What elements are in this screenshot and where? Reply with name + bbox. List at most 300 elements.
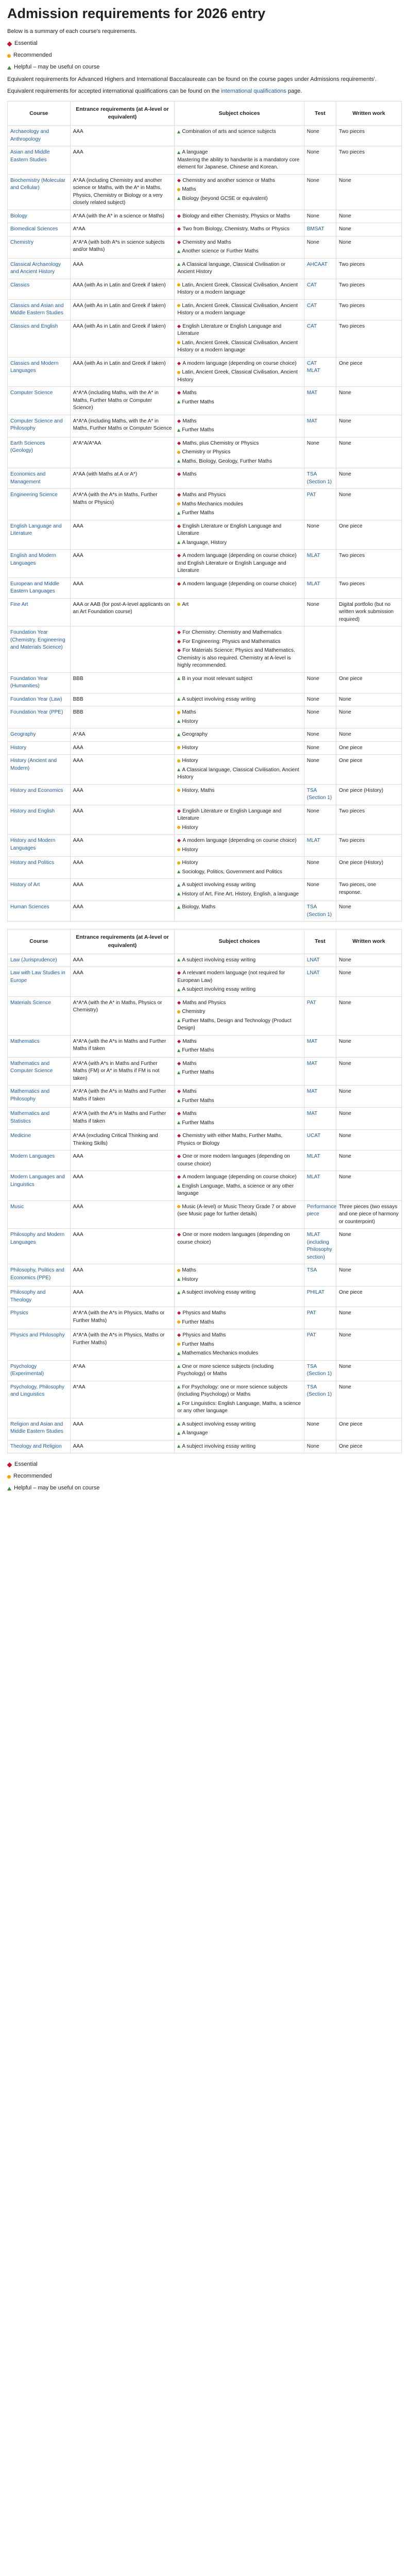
test-link[interactable]: PAT	[306, 1310, 316, 1316]
subject-choice-text: Another science or Further Maths	[182, 248, 259, 255]
test-cell: None	[304, 741, 336, 755]
entrance-requirements-cell: AAA	[70, 879, 175, 901]
test-link[interactable]: UCAT	[306, 1133, 321, 1139]
entrance-requirements-cell: AAA	[70, 578, 175, 598]
subject-choices-cell	[175, 1171, 304, 1201]
course-link[interactable]: Classics and Asian and Middle Eastern Studies	[10, 302, 64, 316]
course-link[interactable]: English Language and Literature	[10, 523, 62, 537]
table-row	[8, 357, 402, 387]
subject-choice-text: For Linguistics: English Language, Maths, a science or any other language	[177, 1400, 301, 1414]
course-link[interactable]: Religion and Asian and Middle Eastern Studies	[10, 1421, 63, 1435]
course-link[interactable]: Modern Languages and Linguistics	[10, 1174, 65, 1188]
subject-choice-text: B in your most relevant subject	[182, 675, 253, 682]
subject-choice-text: History	[182, 846, 198, 853]
entrance-requirements-cell: A*A*A (with A*s in Maths and Further Maths (FM) or A* in Maths if FM is not taken)	[70, 1057, 175, 1086]
course-cell	[8, 1329, 71, 1361]
subject-choices-cell	[175, 320, 304, 357]
helpful-triangle-icon	[177, 250, 180, 253]
subject-choices-cell	[175, 1418, 304, 1440]
test-cell	[304, 1150, 336, 1171]
course-link[interactable]: Psychology, Philosophy and Linguistics	[10, 1384, 64, 1398]
subject-choice-text: Chemistry and another science or Maths	[182, 177, 275, 183]
subject-choice-text: History	[182, 824, 198, 831]
written-work-cell: None	[336, 1329, 401, 1361]
recommended-circle-icon	[7, 54, 11, 58]
course-link[interactable]: Medicine	[10, 1133, 31, 1139]
international-qualifications-link[interactable]: international qualifications	[221, 88, 286, 95]
subject-choice-text: Latin, Ancient Greek, Classical Civilisation, Ancient History or a modern language	[177, 340, 298, 353]
subject-choice	[177, 986, 301, 994]
test-cell	[304, 1057, 336, 1086]
course-cell	[8, 320, 71, 357]
legend-bottom	[7, 1461, 402, 1493]
table-row	[8, 1171, 402, 1201]
subject-choice	[177, 1008, 301, 1016]
test-cell	[304, 1264, 336, 1286]
subject-choices-cell	[175, 857, 304, 879]
recommended-circle-icon	[177, 789, 180, 792]
essential-diamond-icon	[7, 41, 12, 46]
helpful-triangle-icon	[177, 733, 180, 736]
subject-choice	[177, 731, 301, 739]
subject-choice	[177, 340, 301, 354]
test-link[interactable]: PHILAT	[306, 1290, 325, 1296]
table-row	[8, 1440, 402, 1453]
subject-choice-text: One or more modern languages (depending on course choice)	[177, 1232, 290, 1245]
header-course: Course	[8, 101, 71, 126]
course-link[interactable]: Economics and Management	[10, 471, 46, 485]
subject-choices-cell	[175, 901, 304, 922]
test-cell	[304, 299, 336, 320]
course-link[interactable]: Asian and Middle Eastern Studies	[10, 149, 50, 163]
course-cell	[8, 1108, 71, 1130]
essential-diamond-icon	[177, 391, 181, 395]
course-cell	[8, 468, 71, 489]
course-link[interactable]: Modern Languages	[10, 1154, 55, 1160]
written-work-cell: One piece (History)	[336, 857, 401, 879]
course-cell	[8, 1264, 71, 1286]
course-link[interactable]: Human Sciences	[10, 904, 49, 910]
test-link[interactable]: MLAT	[306, 838, 320, 844]
written-work-cell: One piece	[336, 741, 401, 755]
test-cell	[304, 258, 336, 279]
written-work-cell: One piece	[336, 755, 401, 785]
course-link[interactable]: Biomedical Sciences	[10, 226, 58, 232]
course-link[interactable]: History	[10, 744, 27, 751]
test-cell	[304, 1035, 336, 1057]
course-cell	[8, 672, 71, 693]
subject-choice	[177, 389, 301, 397]
course-link[interactable]: Classics and English	[10, 323, 58, 329]
test-link[interactable]: PAT	[306, 1332, 316, 1338]
helpful-triangle-icon	[177, 1049, 180, 1052]
test-cell: None	[304, 728, 336, 742]
entrance-requirements-cell: AAA	[70, 784, 175, 805]
written-work-cell	[336, 626, 401, 673]
test-link[interactable]: LNAT	[306, 957, 320, 963]
test-link[interactable]: MLAT	[306, 1174, 320, 1180]
subject-choice-text: Further Maths, Design and Technology (Product Design)	[177, 1018, 292, 1031]
test-link[interactable]: MAT	[306, 390, 318, 396]
test-cell: None	[304, 520, 336, 550]
test-cell	[304, 1200, 336, 1229]
entrance-requirements-cell: AAA	[70, 857, 175, 879]
essential-diamond-icon	[177, 325, 181, 328]
course-link[interactable]: History (Ancient and Modern)	[10, 758, 57, 771]
entrance-requirements-cell: AAA	[70, 1200, 175, 1229]
course-link[interactable]: History and Modern Languages	[10, 838, 56, 851]
subject-choice-text: History	[182, 758, 198, 764]
table-row	[8, 954, 402, 967]
course-cell	[8, 857, 71, 879]
course-link[interactable]: Fine Art	[10, 601, 28, 607]
course-link[interactable]: Classical Archaeology and Ancient History	[10, 261, 61, 275]
test-cell	[304, 415, 336, 437]
test-cell	[304, 784, 336, 805]
entrance-requirements-cell: AAA	[70, 550, 175, 578]
subject-choice	[177, 1204, 301, 1218]
subject-choice-text: Maths	[182, 1089, 197, 1095]
test-cell	[304, 489, 336, 520]
subject-choice	[177, 581, 301, 588]
course-link[interactable]: Geography	[10, 732, 36, 738]
test-cell	[304, 835, 336, 857]
subject-choice-text: A subject involving essay writing	[182, 1443, 256, 1449]
course-link[interactable]: Foundation Year (Humanities)	[10, 675, 48, 689]
subject-choice	[177, 629, 301, 637]
subject-choices-cell	[175, 258, 304, 279]
test-cell: None	[304, 437, 336, 468]
subject-choice	[177, 718, 301, 726]
subject-choice-text: Maths and Physics	[182, 999, 226, 1006]
test-cell: None	[304, 146, 336, 175]
table-row	[8, 437, 402, 468]
subject-choice	[177, 1350, 301, 1358]
course-link[interactable]: Chemistry	[10, 239, 34, 245]
written-work-cell: None	[336, 954, 401, 967]
subject-choice	[177, 1038, 301, 1046]
test-link[interactable]: MLAT	[306, 553, 320, 559]
table-row	[8, 1108, 402, 1130]
test-link[interactable]: TSA (Section 1)	[306, 1363, 332, 1377]
course-link[interactable]: Classics	[10, 282, 30, 288]
recommended-circle-icon	[177, 1320, 180, 1324]
test-cell	[304, 1086, 336, 1108]
subject-choice	[177, 787, 301, 795]
test-link[interactable]: PAT	[306, 999, 316, 1006]
helpful-triangle-icon	[177, 1184, 180, 1188]
subject-choice-text: Maths	[182, 1038, 197, 1044]
test-cell: None	[304, 210, 336, 223]
course-cell	[8, 954, 71, 967]
subject-choices-cell	[175, 357, 304, 387]
subject-choice	[177, 1088, 301, 1096]
test-cell: None	[304, 598, 336, 626]
test-link[interactable]: CAT	[306, 282, 317, 288]
course-link[interactable]: History and Politics	[10, 860, 55, 866]
course-link[interactable]: Philosophy and Theology	[10, 1290, 46, 1303]
essential-diamond-icon	[177, 554, 181, 557]
test-link[interactable]: BMSAT	[306, 226, 325, 232]
written-work-cell: None	[336, 1229, 401, 1264]
course-link[interactable]: Computer Science and Philosophy	[10, 418, 63, 432]
essential-diamond-icon	[177, 493, 181, 497]
subject-choices-cell	[175, 1329, 304, 1361]
subject-choices-cell	[175, 755, 304, 785]
test-link[interactable]: MAT	[306, 418, 318, 424]
subject-choice	[177, 195, 301, 203]
course-link[interactable]: Physics and Philosophy	[10, 1332, 65, 1338]
subject-choice-text: For Chemistry: Chemistry and Mathematics	[182, 630, 282, 636]
course-link[interactable]: Engineering Science	[10, 492, 58, 498]
table-row	[8, 1329, 402, 1361]
course-link[interactable]: Psychology (Experimental)	[10, 1363, 44, 1377]
subject-choice	[177, 1174, 301, 1181]
subject-choice-text: A Classical language, Classical Civilisation, Ancient History	[177, 767, 299, 781]
test-link[interactable]: MAT	[306, 1089, 318, 1095]
subject-choice	[177, 501, 301, 509]
essential-diamond-icon	[7, 1462, 12, 1467]
test-link[interactable]: CAT MLAT	[306, 360, 320, 374]
course-link[interactable]: Foundation Year (PPE)	[10, 709, 63, 716]
subject-choices-cell	[175, 437, 304, 468]
written-work-cell: One piece	[336, 1440, 401, 1453]
helpful-triangle-icon	[177, 1445, 180, 1448]
header-test: Test	[304, 101, 336, 126]
subject-choice-text: Further Maths	[182, 427, 214, 433]
essential-diamond-icon	[177, 442, 181, 445]
course-cell	[8, 279, 71, 299]
course-cell	[8, 835, 71, 857]
helpful-triangle-icon	[177, 151, 180, 154]
subject-choice-text: Maths	[182, 709, 196, 716]
entrance-requirements-cell: A*AA (excluding Critical Thinking and Thinking Skills)	[70, 1130, 175, 1150]
subject-choice	[177, 510, 301, 517]
subject-choice-text: Maths	[182, 1060, 197, 1066]
table-row	[8, 415, 402, 437]
recommended-circle-icon	[177, 304, 180, 307]
written-work-cell: None	[336, 967, 401, 997]
course-link[interactable]: Classics and Modern Languages	[10, 360, 59, 374]
subject-choice-text: Maths and Physics	[182, 492, 226, 498]
entrance-requirements-cell: A*A*A (with the A*s in Physics, Maths or Further Maths)	[70, 1307, 175, 1329]
test-cell	[304, 1381, 336, 1418]
course-cell	[8, 489, 71, 520]
subject-choice-text: Further Maths	[182, 1319, 214, 1325]
subject-choice-text: Biology (beyond GCSE or equivalent)	[182, 195, 268, 201]
subject-choices-cell	[175, 1130, 304, 1150]
subject-choice	[177, 226, 301, 233]
entrance-requirements-cell: A*AA	[70, 728, 175, 742]
course-link[interactable]: Archaeology and Anthropology	[10, 129, 49, 142]
subject-choice-text: Maths Mechanics modules	[182, 501, 243, 507]
subject-choice-text: Physics and Maths	[182, 1332, 226, 1338]
table-row	[8, 520, 402, 550]
test-cell	[304, 1360, 336, 1381]
test-cell	[304, 1108, 336, 1130]
course-cell	[8, 1035, 71, 1057]
test-link[interactable]: TSA (Section 1)	[306, 471, 332, 485]
course-cell	[8, 437, 71, 468]
subject-choice	[177, 323, 301, 338]
course-cell	[8, 1086, 71, 1108]
test-link[interactable]: AHCAAT	[306, 261, 328, 267]
written-work-cell: None	[336, 1360, 401, 1381]
test-link[interactable]: CAT	[306, 323, 317, 329]
table-row	[8, 1360, 402, 1381]
course-link[interactable]: Biochemistry (Molecular and Cellular)	[10, 177, 65, 191]
course-cell	[8, 741, 71, 755]
essential-diamond-icon	[177, 179, 181, 182]
course-link[interactable]: History and English	[10, 808, 55, 814]
subject-choices-cell	[175, 236, 304, 258]
course-link[interactable]: English and Modern Languages	[10, 553, 56, 566]
test-link[interactable]: MAT	[306, 1038, 318, 1044]
table-row	[8, 693, 402, 706]
table-row	[8, 598, 402, 626]
legend-helpful: Helpful – may be useful on course	[7, 63, 402, 72]
written-work-cell: None	[336, 1130, 401, 1150]
test-link[interactable]: TSA (Section 1)	[306, 787, 332, 801]
written-work-cell: Digital portfolio (but no written work submission required)	[336, 598, 401, 626]
subject-choice	[177, 601, 301, 609]
subject-choice-text: Further Maths	[182, 510, 214, 516]
course-cell	[8, 626, 71, 673]
entrance-requirements-cell: AAA	[70, 1440, 175, 1453]
course-link[interactable]: Foundation Year (Law)	[10, 696, 62, 702]
test-cell: None	[304, 693, 336, 706]
course-link[interactable]: History of Art	[10, 882, 40, 888]
subject-choice-text: For Engineering: Physics and Mathematics	[182, 638, 281, 645]
test-cell	[304, 996, 336, 1035]
written-work-cell: None	[336, 415, 401, 437]
subject-choice-text: Further Maths	[182, 399, 214, 405]
subject-choices-cell	[175, 996, 304, 1035]
test-link[interactable]: LNAT	[306, 970, 320, 976]
course-link[interactable]: Philosophy, Politics and Economics (PPE)	[10, 1267, 64, 1281]
written-work-cell: One piece	[336, 672, 401, 693]
subject-choice	[177, 282, 301, 297]
table-row	[8, 223, 402, 236]
entrance-requirements-cell: A*AA (with Maths at A or A*)	[70, 468, 175, 489]
written-work-cell: None	[336, 437, 401, 468]
test-link[interactable]: CAT	[306, 302, 317, 309]
test-link[interactable]: MLAT	[306, 581, 320, 587]
course-link[interactable]: History and Economics	[10, 787, 63, 793]
subject-choice	[177, 449, 301, 456]
subject-choice-text: A language	[182, 1430, 208, 1436]
table-row	[8, 1307, 402, 1329]
entrance-requirements-cell: A*AA	[70, 223, 175, 236]
course-link[interactable]: Theology and Religion	[10, 1443, 62, 1449]
course-link[interactable]: Computer Science	[10, 390, 53, 396]
entrance-requirements-cell	[70, 626, 175, 673]
table-row	[8, 320, 402, 357]
course-link[interactable]: Materials Science	[10, 999, 51, 1006]
test-link[interactable]: TSA	[306, 1267, 317, 1274]
test-link[interactable]: PAT	[306, 492, 316, 498]
subject-choices-cell	[175, 741, 304, 755]
subject-choice	[177, 248, 301, 256]
test-link[interactable]: TSA (Section 1)	[306, 1384, 332, 1398]
entrance-requirements-cell: AAA or AAB (for post-A-level applicants on an Art Foundation course)	[70, 598, 175, 626]
written-work-cell: Two pieces	[336, 279, 401, 299]
course-link[interactable]: Music	[10, 1204, 24, 1210]
subject-choice-text: Maths	[182, 1267, 196, 1274]
course-link[interactable]: Foundation Year (Chemistry, Engineering and Materials Science)	[10, 630, 65, 651]
test-cell	[304, 901, 336, 922]
course-link[interactable]: Mathematics and Philosophy	[10, 1089, 50, 1102]
test-cell: None	[304, 236, 336, 258]
essential-diamond-icon	[177, 649, 181, 652]
course-cell	[8, 126, 71, 146]
written-work-cell: Two pieces	[336, 578, 401, 598]
subject-choice	[177, 369, 301, 384]
test-link[interactable]: MLAT	[306, 1154, 320, 1160]
subject-choice-text: A modern language (depending on course choice) and English Literature or English Language and Literature	[177, 553, 297, 574]
course-cell	[8, 1229, 71, 1264]
subject-choices-cell	[175, 578, 304, 598]
entrance-requirements-cell: AAA	[70, 1229, 175, 1264]
helpful-triangle-icon	[177, 892, 180, 895]
course-link[interactable]: Earth Sciences (Geology)	[10, 440, 45, 454]
subject-choices-cell	[175, 693, 304, 706]
essential-diamond-icon	[177, 1040, 181, 1043]
table-row	[8, 901, 402, 922]
course-link[interactable]: Physics	[10, 1310, 28, 1316]
course-cell	[8, 693, 71, 706]
course-link[interactable]: Philosophy and Modern Languages	[10, 1232, 65, 1245]
test-link[interactable]: MAT	[306, 1111, 318, 1117]
test-link[interactable]: TSA (Section 1)	[306, 904, 332, 918]
course-link[interactable]: Mathematics	[10, 1038, 40, 1044]
course-cell	[8, 258, 71, 279]
subject-choice	[177, 440, 301, 448]
course-link[interactable]: Mathematics and Computer Science	[10, 1060, 53, 1074]
test-link[interactable]: Performance piece	[306, 1204, 337, 1217]
course-link[interactable]: Law with Law Studies in Europe	[10, 970, 65, 984]
subject-choice-text: A subject involving essay writing	[182, 957, 256, 963]
subject-choice-text: Further Maths	[182, 1341, 214, 1347]
table-header-row	[8, 929, 402, 954]
course-cell	[8, 879, 71, 901]
course-cell	[8, 706, 71, 728]
written-work-cell: None	[336, 387, 401, 415]
test-cell: None	[304, 1418, 336, 1440]
course-link[interactable]: Biology	[10, 213, 27, 219]
entrance-requirements-cell: A*A*A (with the A*s in Maths and Further Maths if taken	[70, 1086, 175, 1108]
subject-choices-cell	[175, 415, 304, 437]
table-row	[8, 146, 402, 175]
test-link[interactable]: MAT	[306, 1060, 318, 1066]
essential-diamond-icon	[177, 1134, 181, 1138]
subject-choices-cell	[175, 1360, 304, 1381]
entrance-requirements-cell: BBB	[70, 706, 175, 728]
test-link[interactable]: MLAT (including Philosophy section)	[306, 1232, 332, 1260]
course-link[interactable]: Law (Jurisprudence)	[10, 957, 57, 963]
table-row	[8, 996, 402, 1035]
test-cell: None	[304, 1440, 336, 1453]
course-link[interactable]: Mathematics and Statistics	[10, 1111, 50, 1124]
helpful-triangle-icon	[177, 1099, 180, 1102]
essential-diamond-icon	[177, 227, 181, 231]
subject-choice	[177, 1443, 301, 1451]
subject-choice	[177, 1231, 301, 1246]
written-work-cell: One piece	[336, 357, 401, 387]
table-row	[8, 857, 402, 879]
subject-choice-text: Art	[182, 601, 189, 607]
course-link[interactable]: European and Middle Eastern Languages	[10, 581, 60, 595]
